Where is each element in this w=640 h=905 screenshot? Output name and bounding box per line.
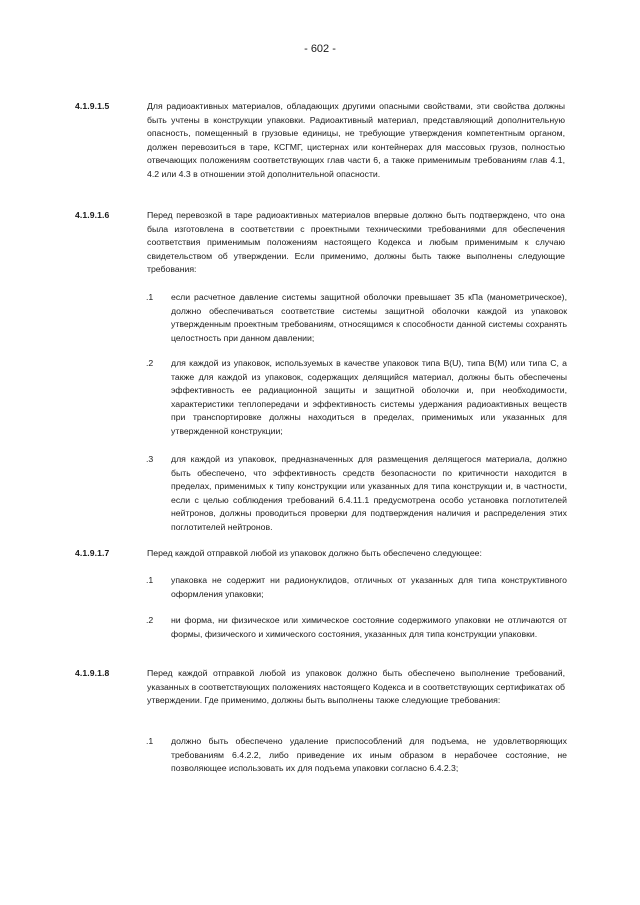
clause-text: Перед каждой отправкой любой из упаковок должно быть обеспечено выполнение требований, указанных в соответствующих положениях настоящего Кодекса и в соответствующих сертификатах об утверждении. Где применимо, должны быть выполнены также следующие требования: — [147, 668, 565, 706]
clause-number: 4.1.9.1.5 — [75, 101, 110, 111]
list-item-number: .2 — [146, 358, 154, 368]
list-item-text: если расчетное давление системы защитной оболочки превышает 35 кПа (манометрическое), должно обеспечиваться соответствие системы защитной оболочки каждой из упаковок утвержденным проектным требованиям, относящимся к способности данной системы сохранять целостность при данном давлении; — [171, 292, 567, 343]
list-item-number: .1 — [146, 736, 154, 746]
list-item-number: .2 — [146, 615, 154, 625]
list-item-number: .3 — [146, 454, 154, 464]
clause-number: 4.1.9.1.6 — [75, 210, 110, 220]
clause-text: Для радиоактивных материалов, обладающих другими опасными свойствами, эти свойства должны быть учтены в конструкции упаковки. Радиоактивный материал, представляющий дополнительную опасность, помещенный в грузовые единицы, не требующие утверждения компетентным органом, должен перевозиться в таре, КСГМГ, цистернах или контейнерах для массовых грузов, полностью отвечающих положениям соответствующих глав части 6, а также применимым требованиям глав 4.1, 4.2 или 4.3 в отношении этой дополнительной опасности. — [147, 101, 565, 179]
list-item-text: для каждой из упаковок, используемых в качестве упаковок типа B(U), типа B(M) или типа C, а также для каждой из упаковок, содержащих делящийся материал, должны быть обеспечены эффективность ее радиационной защиты и защитной оболочки и, при необходимости, характеристики теплопередачи и эффективность системы удержания радиоактивных веществ при транспортировке должны находиться в пределах, применимых или указанных для утвержденной конструкции; — [171, 358, 567, 436]
clause-number: 4.1.9.1.7 — [75, 548, 110, 558]
page-number: - 602 - — [304, 43, 336, 55]
list-item-number: .1 — [146, 575, 154, 585]
list-item-text: для каждой из упаковок, предназначенных для размещения делящегося материала, должно быть обеспечено, что эффективность средств безопасности по критичности находится в пределах, применимых к типу конструкции или указанных для типа конструкции и, в частности, если с целью соблюдения требований 6.4.11.1 предусмотрена особо установка поглотителей нейтронов, должны проводиться проверки для подтверждения наличия и распределения этих поглотителей нейтронов. — [171, 454, 567, 532]
list-item-number: .1 — [146, 292, 154, 302]
list-item-text: ни форма, ни физическое или химическое состояние содержимого упаковки не отличаются от формы, физического и химического состояния, указанных для типа конструкции упаковки. — [171, 615, 567, 639]
clause-text: Перед каждой отправкой любой из упаковок должно быть обеспечено следующее: — [147, 548, 482, 558]
list-item-text: должно быть обеспечено удаление приспособлений для подъема, не удовлетворяющих требованиям 6.4.2.2, либо приведение их иным образом в нерабочее состояние, не позволяющее использовать их для подъема упаковки согласно 6.4.2.3; — [171, 736, 567, 774]
clause-text: Перед перевозкой в таре радиоактивных материалов впервые должно быть подтверждено, что она была изготовлена в соответствии с проектными техническими требованиями для обеспечения соответствия применимым положениям настоящего Кодекса и любым применимым к случаю свидетельством об утверждении. Если применимо, должны быть также выполнены следующие требования: — [147, 210, 565, 275]
list-item-text: упаковка не содержит ни радионуклидов, отличных от указанных для типа конструктивного оформления упаковки; — [171, 575, 567, 599]
clause-number: 4.1.9.1.8 — [75, 668, 110, 678]
